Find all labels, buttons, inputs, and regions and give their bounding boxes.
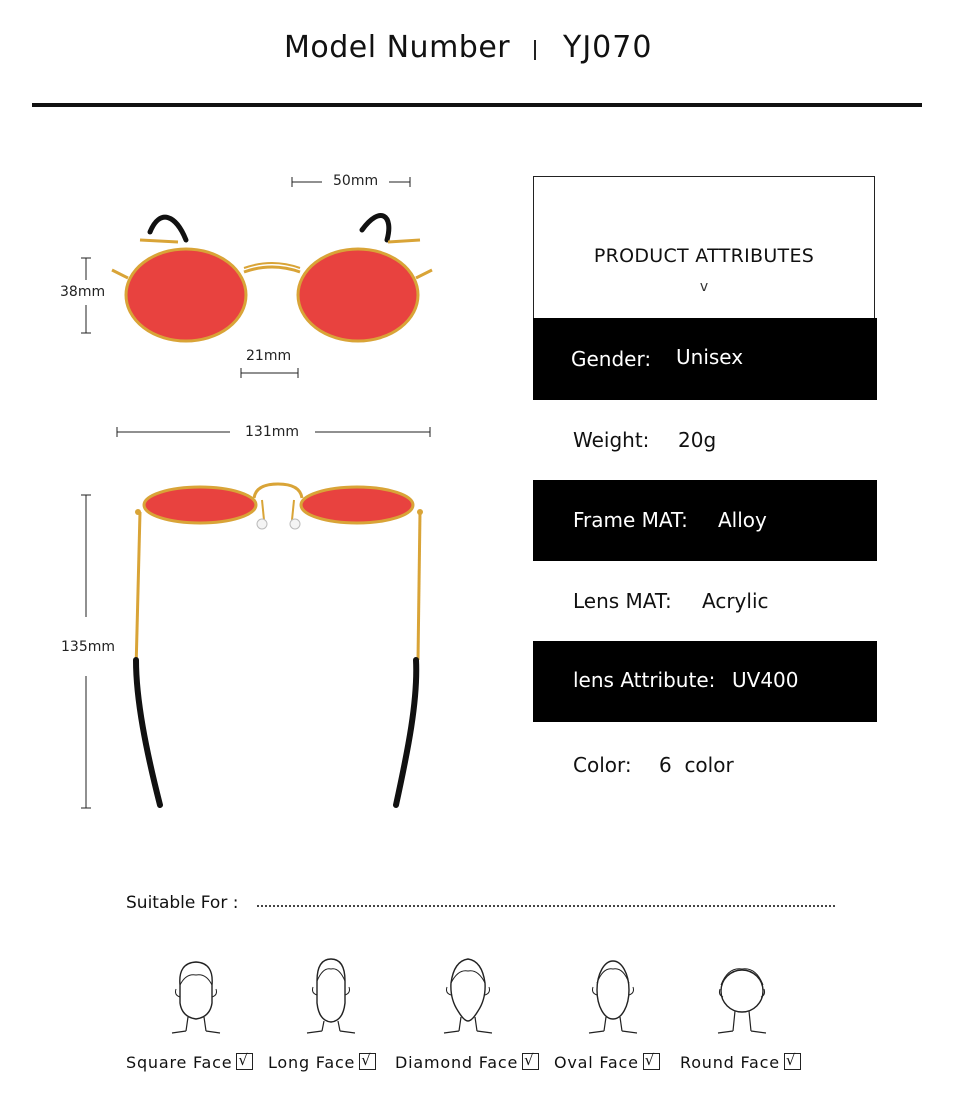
model-number-value: YJ070 [563,30,653,65]
header-separator [534,40,536,60]
face-type-long [268,1053,376,1072]
bridge-dimension-line [241,368,298,378]
attribute-label: Gender: [571,347,652,371]
face-type-label: Diamond Face [395,1053,519,1072]
check-icon [643,1053,660,1070]
long-face-icon [301,955,361,1035]
attributes-title: PRODUCT ATTRIBUTES [593,245,815,267]
attribute-value: Acrylic [702,589,769,613]
attribute-label: lens Attribute: [573,668,716,692]
temple-length-label: 135mm [61,639,115,655]
product-attributes-table [533,176,875,808]
face-type-square [126,1053,253,1072]
oval-face-icon [583,955,643,1035]
dotted-divider [257,905,835,907]
round-face-icon [712,955,772,1035]
square-face-icon [166,955,226,1035]
model-number-label: Model Number [284,30,511,65]
check-icon [522,1053,539,1070]
chevron-down-icon: v [699,279,709,295]
attribute-label: Weight: [573,428,650,452]
bridge-label: 21mm [246,348,292,364]
face-type-label: Long Face [268,1053,356,1072]
face-type-label: Square Face [126,1053,233,1072]
attribute-label: Color: [573,753,632,777]
attribute-value: 6 color [659,753,734,777]
attribute-row-lens-attribute [533,641,877,722]
lens-height-label: 38mm [60,284,106,300]
top-view-glasses [135,484,423,805]
face-type-oval [554,1053,660,1072]
diamond-face-icon [438,955,498,1035]
attribute-value: UV400 [732,668,799,692]
attribute-label: Lens MAT: [573,589,672,613]
attribute-row-color [533,722,877,808]
attribute-row-gender [533,318,877,400]
front-view-glasses [112,216,432,341]
suitable-for-label: Suitable For : [126,893,239,913]
attribute-label: Frame MAT: [573,508,688,532]
attribute-value: Alloy [718,508,767,532]
face-type-label: Oval Face [554,1053,639,1072]
attribute-row-frame-mat [533,480,877,561]
face-type-diamond [395,1053,539,1072]
check-icon [359,1053,376,1070]
check-icon [236,1053,253,1070]
glasses-diagram [0,0,520,830]
face-type-label: Round Face [680,1053,780,1072]
attribute-value: Unisex [676,345,744,369]
attributes-header [534,177,874,319]
check-icon [784,1053,801,1070]
frame-width-label: 131mm [245,424,299,440]
face-type-round [680,1053,801,1072]
attribute-row-weight [533,400,877,480]
attribute-value: 20g [678,428,717,452]
lens-width-label: 50mm [333,173,379,189]
attribute-row-lens-mat [533,561,877,641]
